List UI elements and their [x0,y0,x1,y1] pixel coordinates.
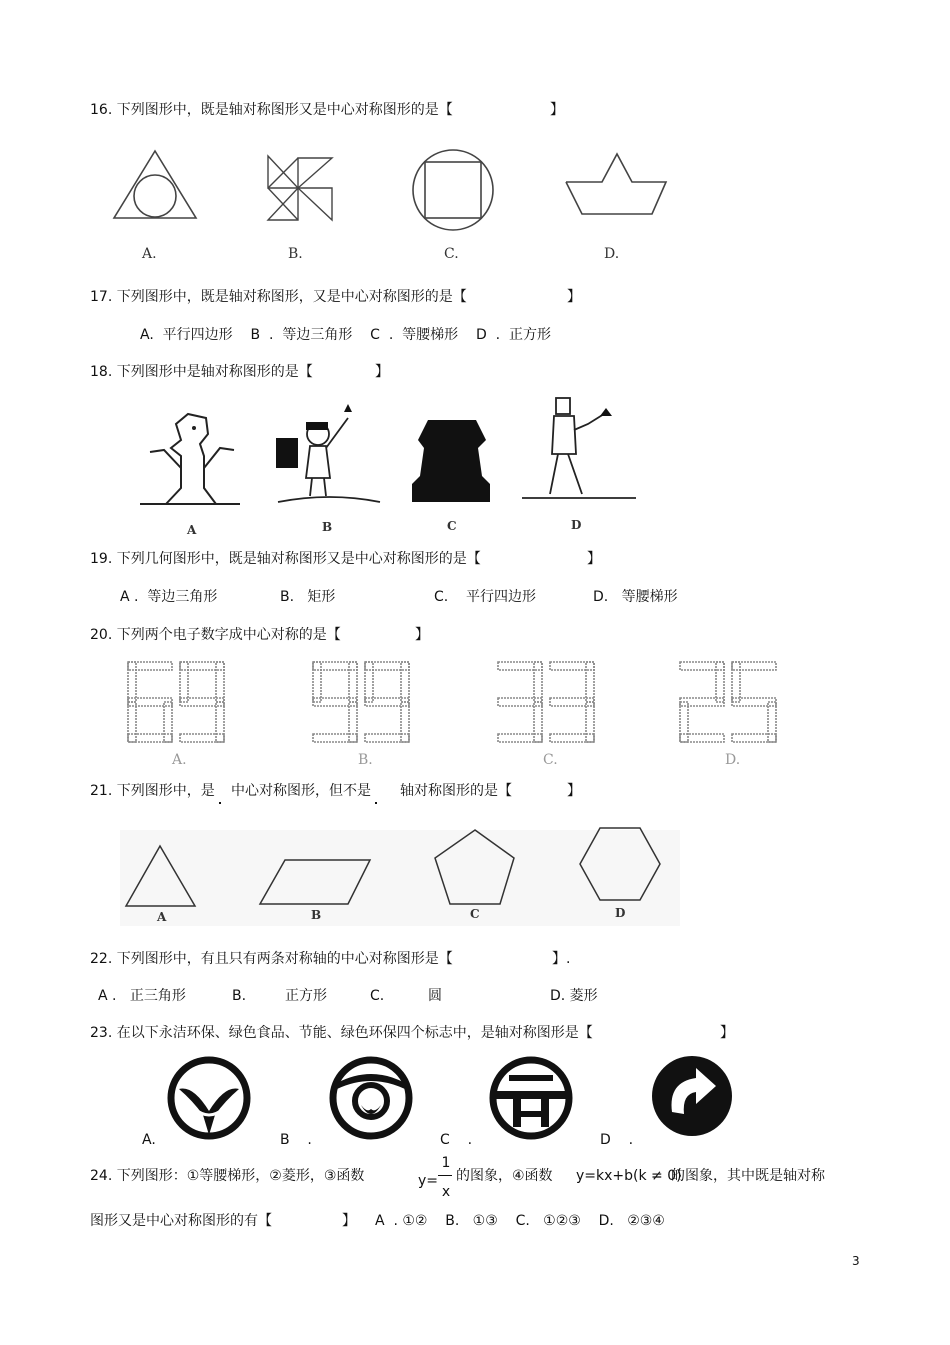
q18-label-c: C [447,519,457,533]
q16-stem: 16. 下列图形中，既是轴对称图形又是中心对称图形的是【 [90,102,453,118]
q23-close: 】 [720,1025,734,1041]
q17-options: A. 平行四边形 B . 等边三角形 C . 等腰梯形 D . 正方形 [140,327,551,343]
digit-segment [550,734,594,742]
emphasis-dot [219,802,221,804]
digit-segment [586,662,594,702]
q20-label-a: A. [172,752,187,768]
q24-close: 】 [342,1213,356,1229]
q24-fraction-bar [438,1175,452,1176]
q18-stem: 18. 下列图形中是轴对称图形的是【 [90,364,313,380]
q16-label-a: A. [142,246,157,262]
digit-segment [180,734,224,742]
digit-segment [164,702,172,742]
digit-segment [365,662,373,702]
q18-close: 】 [375,364,389,380]
q21-label-c: C [470,907,480,921]
q23-label-d: D . [600,1132,634,1148]
q19-option-c: C. 平行四边形 [434,589,537,605]
q19-close: 】 [587,551,601,567]
q18-label-d: D [571,518,582,532]
digit-segment [732,734,776,742]
q19-stem: 19. 下列几何图形中，既是轴对称图形又是中心对称图形的是【 [90,551,481,567]
q22-option-b-value: 正方形 [285,988,327,1004]
q24-fraction-numerator: 1 [441,1155,451,1171]
q22-stem: 22. 下列图形中，有且只有两条对称轴的中心对称图形是【 [90,951,453,967]
digit-segment [365,734,409,742]
q17-close: 】 [567,289,581,305]
digit-segment [216,702,224,742]
q24-fraction-denominator: x [441,1184,451,1200]
q22-option-d: D. 菱形 [550,988,598,1004]
q21-label-d: D [615,906,626,920]
q18-label-a: A [187,523,197,537]
q21-stem-part1: 21. 下列图形中，是 [90,783,215,799]
digit-segment [401,702,409,742]
digit-segment [732,662,776,670]
q18-label-b: B [322,520,333,534]
q24-function-y: y= [418,1173,439,1189]
digit-segment [313,734,357,742]
digit-segment [680,702,688,742]
digit-segment [128,734,172,742]
digit-segment [365,662,409,670]
digit-segment [498,662,542,670]
q23-label-a: A. [142,1132,156,1148]
q16-close: 】 [550,102,564,118]
q24-options: A . ①② B. ①③ C. ①②③ D. ②③④ [375,1213,665,1229]
q19-option-a: A . 等边三角形 [120,589,218,605]
digit-segment [128,702,136,742]
q16-label-b: B. [288,246,303,262]
q22-option-b: B. [232,988,247,1004]
digit-segment [716,662,724,702]
digit-segment [534,662,542,702]
q23-stem: 23. 在以下永洁环保、绿色食品、节能、绿色环保四个标志中，是轴对称图形是【 [90,1025,593,1041]
q24-stem-part2: 的图象，④函数 [456,1168,553,1184]
digit-segment [180,662,224,670]
page-number: 3 [852,1254,860,1268]
q20-label-b: B. [358,752,373,768]
q24-function-linear: y=kx+b(k ≠ 0) [576,1168,682,1184]
digit-segment [401,662,409,702]
digit-segment [550,662,594,670]
q20-label-d: D. [725,752,741,768]
q22-close: 】. [552,951,571,967]
q24-stem-part1: 24. 下列图形：①等腰梯形，②菱形，③函数 [90,1168,365,1184]
q22-option-a: A . 正三角形 [98,988,186,1004]
q17-stem: 17. 下列图形中，既是轴对称图形，又是中心对称图形的是【 [90,289,467,305]
q22-option-c: C. [370,988,385,1004]
q22-option-c-value: 圆 [428,988,442,1004]
q23-logo-a [165,1055,255,1145]
q21-label-a: A [157,910,167,924]
digit-segment [498,734,542,742]
digit-segment [680,662,724,670]
q21-stem-part2: 中心对称图形，但不是 [231,783,371,799]
emphasis-dot [375,802,377,804]
digit-segment [313,662,321,702]
q20-stem: 20. 下列两个电子数字成中心对称的是【 [90,627,341,643]
q21-label-b: B [311,908,322,922]
q23-logo-b [327,1055,417,1145]
digit-segment [180,662,188,702]
q16-label-d: D. [604,246,620,262]
q19-option-d: D. 等腰梯形 [593,589,678,605]
q19-option-b: B. 矩形 [280,589,336,605]
digit-segment [534,702,542,742]
digit-segment [313,662,357,670]
digit-segment [680,734,724,742]
q16-label-c: C. [444,246,459,262]
q24-stem-part3: 的图象，其中既是轴对称 [671,1168,825,1184]
q24-stem-line2: 图形又是中心对称图形的有【 [90,1213,272,1229]
digit-segment [216,662,224,702]
q20-close: 】 [415,627,429,643]
q23-label-c: C . [440,1132,473,1148]
digit-segment [586,702,594,742]
q23-label-b: B . [280,1132,312,1148]
q21-stem-part3: 轴对称图形的是【 [400,783,512,799]
digit-segment [768,702,776,742]
digit-segment [128,662,172,670]
digit-segment [349,702,357,742]
q23-logo-d [648,1052,738,1142]
q23-logo-c [487,1055,577,1145]
q20-label-c: C. [543,752,558,768]
q21-figures [120,830,680,926]
q21-close: 】 [567,783,581,799]
digit-segment [349,662,357,702]
digit-segment [128,662,136,702]
digit-segment [732,662,740,702]
